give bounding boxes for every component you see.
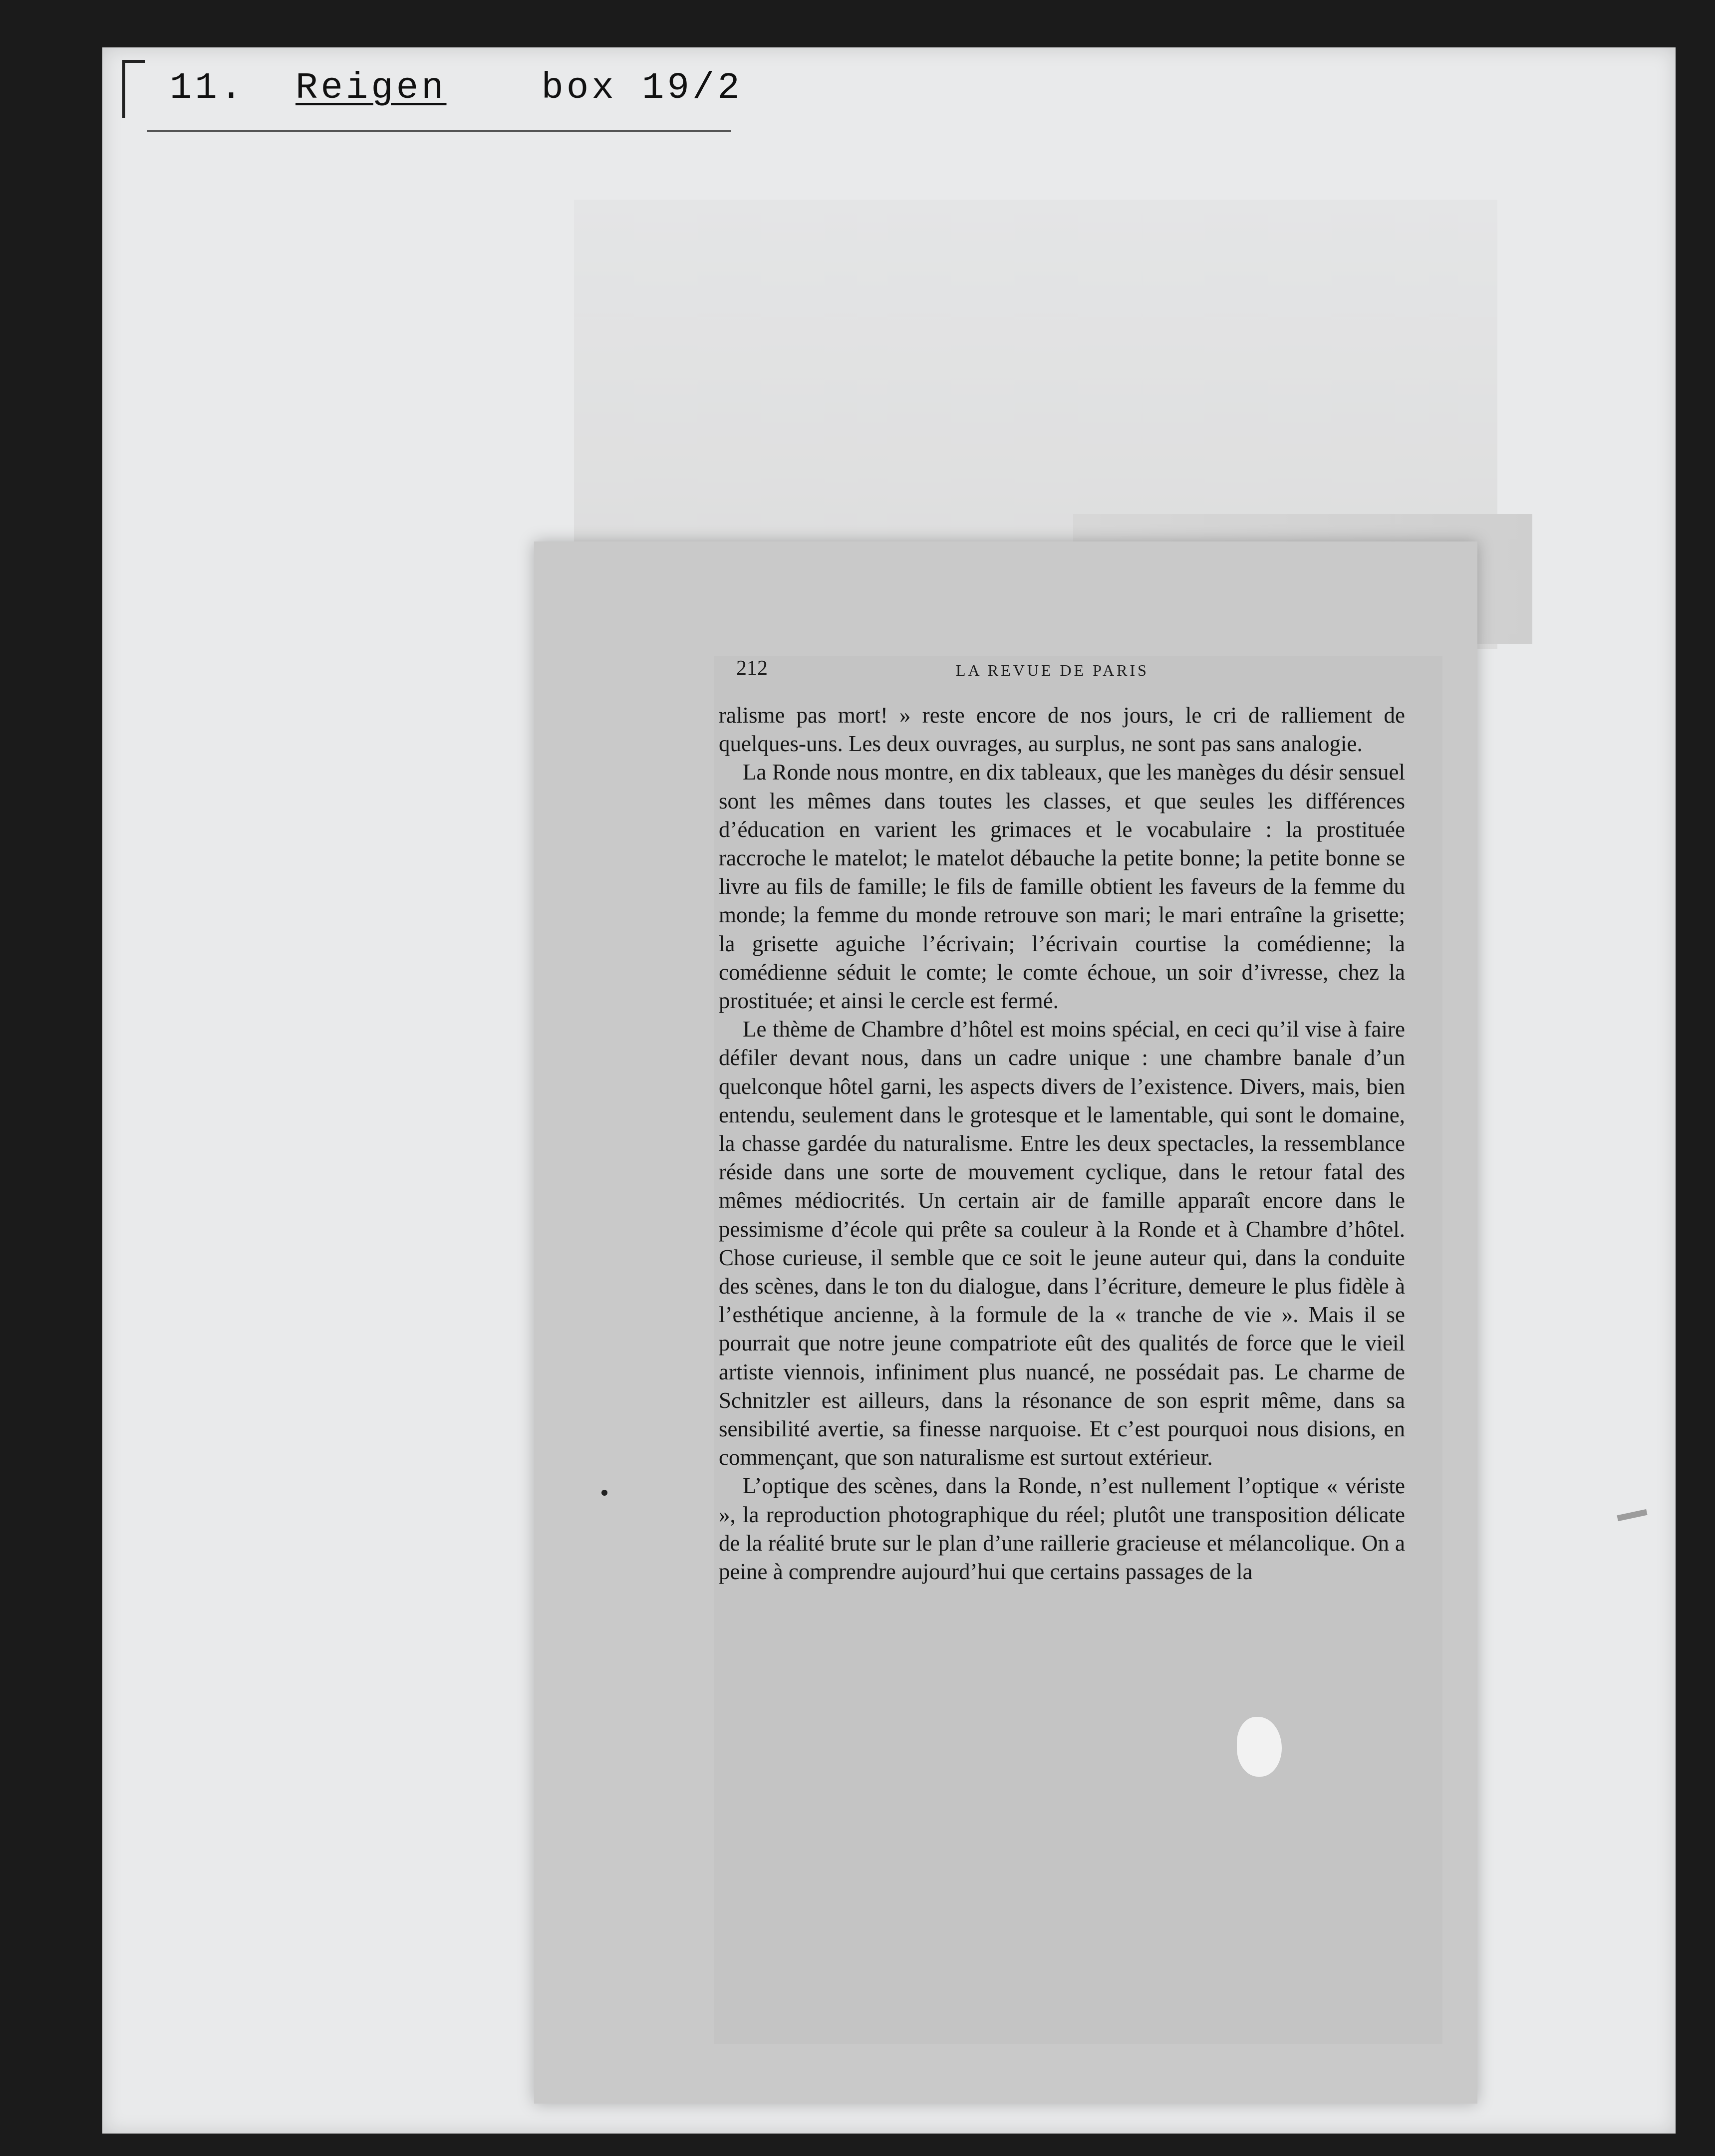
paragraph: L’optique des scènes, dans la Ronde, n’est nullement l’optique « vériste », la reproduction photographique du réel; plutôt une transposition délicate de la réalité brute sur le plan d’une raillerie gracieuse et mélancolique. On a peine à comprendre aujourd’hui que certains passages de la [719,1473,1405,1585]
paragraph: La Ronde nous montre, en dix tableaux, que les manèges du désir sensuel sont les mêmes dans toutes les classes, et que seules les différences d’éducation en varient les grimaces et le vocabulaire : la prostituée raccroche le matelot; le matelot débauche la petite bonne; la petite bonne se livre au fils de famille; le fils de famille obtient les faveurs de la femme du monde; la femme du monde retrouve son mari; le mari entraîne la grisette; la grisette aguiche l’écrivain; l’écrivain courtise la comédienne; la comédienne séduit le comte; le comte échoue, un soir d’ivresse, chez la prostituée; et ainsi le cercle est fermé. [719,760,1405,1014]
ink-dot [601,1490,607,1496]
article-body [719,701,1405,1586]
label-number: 11. [170,67,246,109]
page-header [736,656,1415,686]
page-number: 212 [736,657,768,680]
archive-label [122,60,743,145]
label-underline [147,130,731,132]
running-head: LA REVUE DE PARIS [956,661,1149,679]
label-title: Reigen [295,67,447,109]
paragraph: ralisme pas mort! » reste encore de nos jours, le cri de ralliement de quelques-uns. Les deux ouvrages, au surplus, ne sont pas sans analogie. [719,703,1405,757]
paper-blot [1237,1717,1282,1777]
label-corner-mark [122,60,145,118]
label-box: box 19/2 [541,67,743,109]
label-text [170,67,743,109]
paragraph: Le thème de Chambre d’hôtel est moins spécial, en ceci qu’il vise à faire défiler devant nous, dans un cadre unique : une chambre banale d’un quelconque hôtel garni, les aspects divers de l’existence. Divers, mais, bien entendu, seulement dans le grotesque et le lamentable, qui sont le domaine, la chasse gardée du naturalisme. Entre les deux spectacles, la ressemblance réside dans une sorte de mouvement cyclique, dans le retour fatal des mêmes médiocrités. Un certain air de famille apparaît encore dans le pessimisme d’école qui prête sa couleur à la Ronde et à Chambre d’hôtel. Chose curieuse, il semble que ce soit le jeune auteur qui, dans la conduite des scènes, dans le ton du dialogue, dans l’écriture, demeure le plus fidèle à l’esthétique ancienne, à la formule de la « tranche de vie ». Mais il se pourrait que notre jeune compatriote eût des qualités de force que le vieil artiste viennois, infiniment plus nuancé, ne possédait pas. Le charme de Schnitzler est ailleurs, dans la résonance de son esprit même, dans sa sensibilité avertie, sa finesse narquoise. Et c’est pourquoi nous disions, en commençant, que son naturalisme est surtout extérieur. [719,1017,1405,1470]
